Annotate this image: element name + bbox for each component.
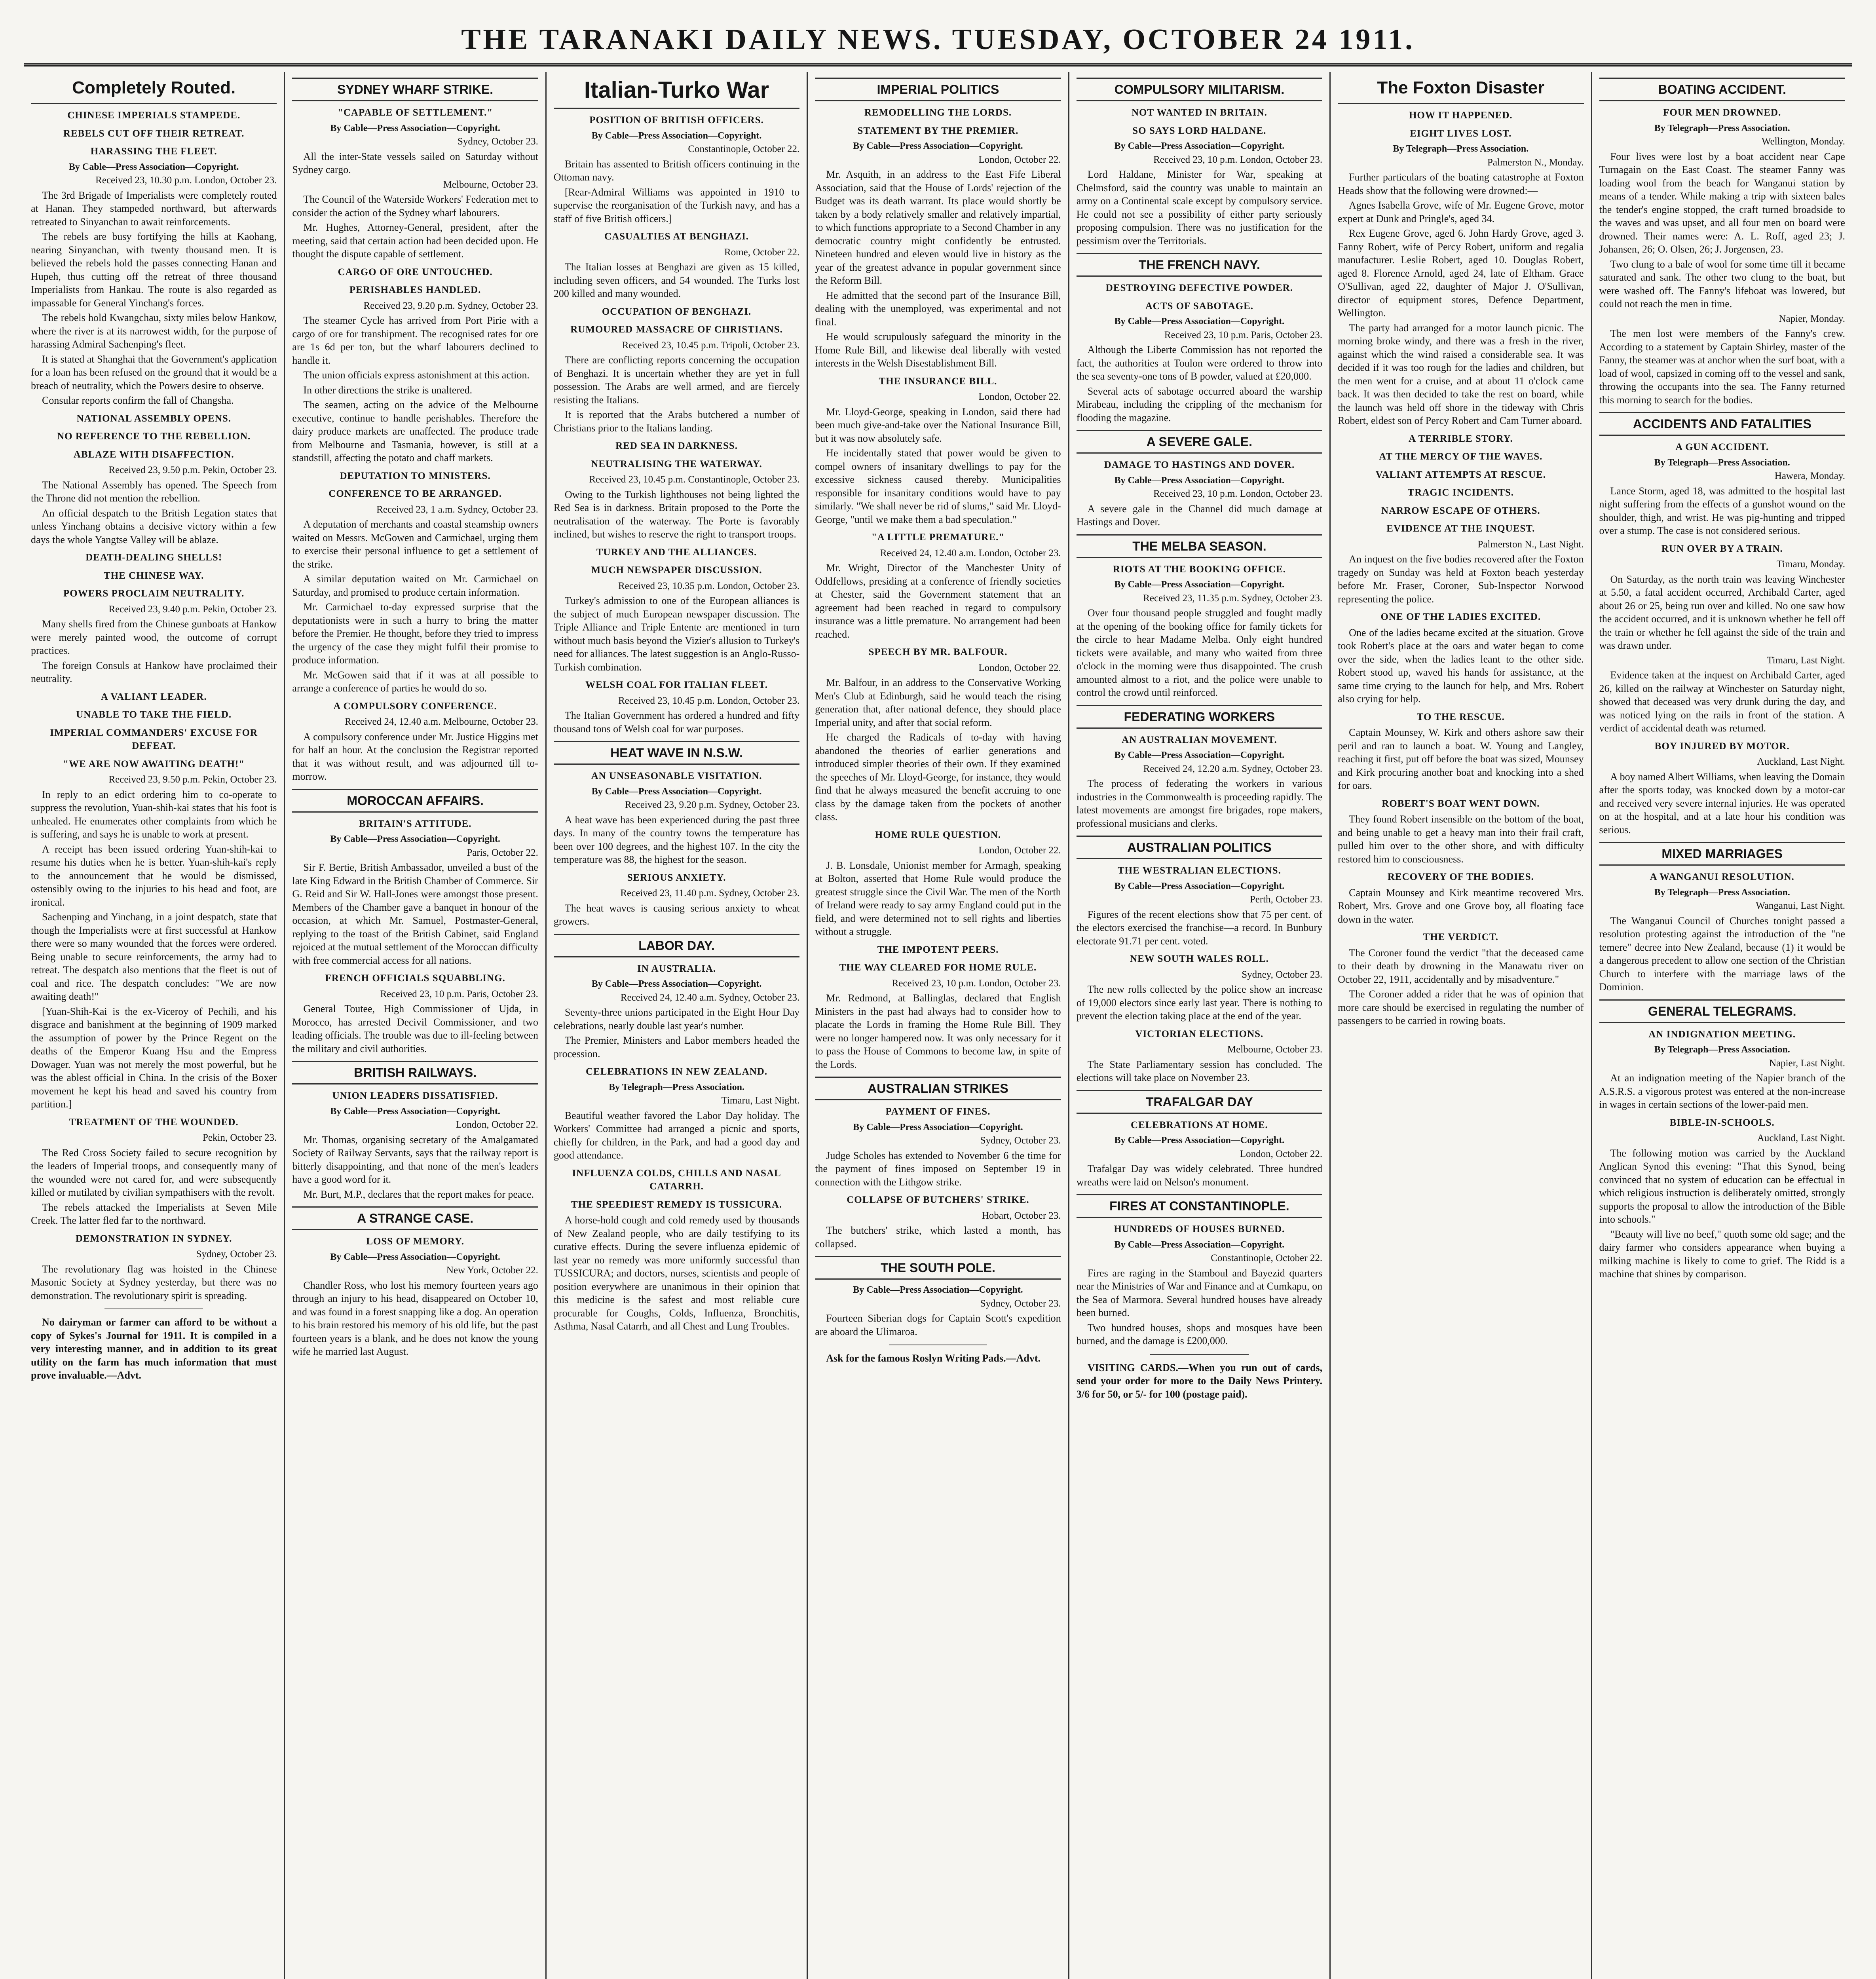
paragraph: A similar deputation waited on Mr. Carmichael on Saturday, and promised to produce certain information. xyxy=(292,573,538,598)
dateline: London, October 22. xyxy=(978,154,1061,165)
subheading: THE WAY CLEARED FOR HOME RULE. xyxy=(839,962,1037,973)
cable-credit: By Cable—Press Association—Copyright. xyxy=(330,1106,500,1117)
subheading: SERIOUS ANXIETY. xyxy=(627,872,726,883)
dateline: Paris, October 22. xyxy=(467,847,538,858)
cable-credit: By Telegraph—Press Association. xyxy=(1654,887,1790,898)
cable-credit: By Cable—Press Association—Copyright. xyxy=(330,1252,500,1262)
paragraph: Mr. Hughes, Attorney-General, president, after the meeting, said that certain action had been decided upon. He thought the dispute capable of settlement. xyxy=(292,222,538,260)
dateline: Rome, October 22. xyxy=(724,247,800,258)
paragraph: Sir F. Bertie, British Ambassador, unveiled a bust of the late King Edward in the British Chamber of Commerce. Sir G. Reid and Sir W. Hall-Jones were amongst those present. Members of the Chamber gave a banquet in honour of the occasion, at which Mr. Samuel, Postmaster-General, replying to the toast of the British Cabinet, said England rejoiced at the mutual settlement of the Moroccan difficulty with free commercial access for all nations. xyxy=(292,862,538,966)
section-heading: BRITISH RAILWAYS. xyxy=(292,1061,538,1084)
subheading: UNION LEADERS DISSATISFIED. xyxy=(332,1090,498,1101)
cable-credit: By Cable—Press Association—Copyright. xyxy=(1114,316,1285,327)
masthead: THE TARANAKI DAILY NEWS. TUESDAY, OCTOBER 24 1911. xyxy=(24,16,1852,66)
section-heading: ACCIDENTS AND FATALITIES xyxy=(1599,412,1845,436)
article-banner: The Foxton Disaster xyxy=(1338,76,1584,104)
paragraph: The rebels hold Kwangchau, sixty miles below Hankow, where the river is at its narrowest width, for the purpose of harassing Admiral Sachenping's fleet. xyxy=(31,312,277,350)
section-heading: HEAT WAVE IN N.S.W. xyxy=(554,741,799,765)
paragraph: It is reported that the Arabs butchered a number of Christians prior to the Italians landing. xyxy=(553,409,800,434)
paragraph: Lord Haldane, Minister for War, speaking at Chelmsford, said the country was unable to maintain an army on a Continental scale except by compulsory service. He could not see a possibility of either party seriously proposing compulsion. There was no justification for the pessimism over the Territorials. xyxy=(1076,169,1323,247)
advertisement: VISITING CARDS.—When you run out of cards, send your order for more to the Daily News Printery. 3/6 for 50, or 5/- for 100 (postage paid). xyxy=(1076,1362,1323,1400)
paragraph: Many shells fired from the Chinese gunboats at Hankow were merely painted wood, the outcome of corrupt practices. xyxy=(31,618,277,656)
dateline: Received 23, 11.40 p.m. Sydney, October 23. xyxy=(620,888,800,898)
column-7 xyxy=(1591,72,1852,1979)
subheading: ROBERT'S BOAT WENT DOWN. xyxy=(1382,798,1540,809)
cable-credit: By Telegraph—Press Association. xyxy=(1393,144,1529,154)
dateline: Hobart, October 23. xyxy=(982,1210,1061,1221)
advertisement: Ask for the famous Roslyn Writing Pads.—Advt. xyxy=(826,1352,1041,1364)
dateline: Napier, Monday. xyxy=(1779,313,1845,324)
subheading: BRITAIN'S ATTITUDE. xyxy=(359,818,472,829)
dateline: Received 23, 10 p.m. Paris, October 23. xyxy=(380,988,538,999)
paragraph: The Wanganui Council of Churches tonight passed a resolution protesting against the introduction of the "ne temere" decree into New Zealand, because (1) it would be a dangerous precedent to allow one section of the Christian Church to interfere with the marriage laws of the Dominion. xyxy=(1599,915,1845,993)
cable-credit: By Cable—Press Association—Copyright. xyxy=(853,1285,1023,1295)
subheading: AN UNSEASONABLE VISITATION. xyxy=(591,771,762,781)
cable-credit: By Cable—Press Association—Copyright. xyxy=(1114,881,1285,891)
subheading: CELEBRATIONS IN NEW ZEALAND. xyxy=(585,1066,768,1077)
paragraph: Britain has assented to British officers continuing in the Ottoman navy. xyxy=(553,158,800,183)
paragraph: Mr. Burt, M.P., declares that the report makes for peace. xyxy=(303,1188,534,1200)
paragraph: The following motion was carried by the Auckland Anglican Synod this evening: "That this Synod, being convinced that no system of education can be effectual in which religious instruction is deliberately omitted, strongly supports the proposal to allow the introduction of the Bible into schools." xyxy=(1599,1147,1845,1225)
paragraph: Chandler Ross, who lost his memory fourteen years ago through an injury to his head, disappeared on October 10, and was found in a forest snapping like a dog. An operation to his brain restored his memory of his old life, but the past fourteen years is a blank, and he does not know the young wife he married last August. xyxy=(292,1279,538,1357)
section-heading: IMPERIAL POLITICS xyxy=(815,78,1061,101)
dateline: Received 24, 12.20 a.m. Sydney, October 23. xyxy=(1143,763,1323,774)
subheading: TRAGIC INCIDENTS. xyxy=(1407,487,1514,498)
section-heading: AUSTRALIAN STRIKES xyxy=(815,1077,1061,1100)
subheading: NO REFERENCE TO THE REBELLION. xyxy=(57,431,251,442)
paragraph: Consular reports confirm the fall of Changsha. xyxy=(42,395,234,406)
dateline: Sydney, October 23. xyxy=(980,1298,1061,1309)
paragraph: Two hundred houses, shops and mosques have been burned, and the damage is £200,000. xyxy=(1076,1322,1323,1347)
paragraph: Beautiful weather favored the Labor Day holiday. The Workers' Committee had arranged a picnic and sports, chiefly for children, in the Park, and had a good day and good attendance. xyxy=(553,1109,800,1161)
paragraph: In reply to an edict ordering him to co-operate to suppress the revolution, Yuan-shih-kai states that his foot is unhealed. He enumerates other complaints from which he is suffering, and says he is unable to work at present. xyxy=(31,788,277,840)
dateline: Timaru, Last Night. xyxy=(1767,655,1845,666)
subheading: WELSH COAL FOR ITALIAN FLEET. xyxy=(585,680,768,690)
paragraph: The State Parliamentary session has concluded. The elections will take place on November 23. xyxy=(1076,1058,1323,1083)
subheading: DEPUTATION TO MINISTERS. xyxy=(340,470,491,481)
subheading: THE VERDICT. xyxy=(1423,932,1498,942)
cable-credit: By Telegraph—Press Association. xyxy=(1654,1045,1790,1055)
subheading: NATIONAL ASSEMBLY OPENS. xyxy=(76,413,231,424)
subheading: IN AUSTRALIA. xyxy=(637,963,716,974)
subheading: DEMONSTRATION IN SYDNEY. xyxy=(75,1233,232,1244)
dateline: Received 23, 10.30 p.m. London, October 23. xyxy=(95,175,277,186)
paragraph: At an indignation meeting of the Napier branch of the A.S.R.S. a vigorous protest was entered at the non-increase in wages in certain sections of the lower-paid men. xyxy=(1599,1072,1845,1110)
subheading: DESTROYING DEFECTIVE POWDER. xyxy=(1105,283,1293,293)
subheading: CELEBRATIONS AT HOME. xyxy=(1131,1119,1268,1130)
paragraph: Further particulars of the boating catastrophe at Foxton Heads show that the following were drowned:— xyxy=(1338,171,1584,196)
subheading: UNABLE TO TAKE THE FIELD. xyxy=(76,709,232,720)
paragraph: Judge Scholes has extended to November 6 the time for the payment of fines imposed on September 19 in connection with the Lithgow strike. xyxy=(815,1149,1061,1188)
paragraph: He would scrupulously safeguard the minority in the Home Rule Bill, and likewise deal liberally with vested interests in the Welsh Disestablishment Bill. xyxy=(815,331,1061,369)
section-heading: A STRANGE CASE. xyxy=(292,1206,538,1230)
dateline: London, October 22. xyxy=(1240,1148,1323,1159)
paragraph: Mr. McGowen said that if it was at all possible to arrange a conference of parties he would do so. xyxy=(292,669,538,694)
paragraph: "Beauty will live no beef," quoth some old sage; and the dairy farmer who considers appearance when buying a milking machine is likely to come to grief. The Ridd is a machine that shines by comparison. xyxy=(1599,1228,1845,1280)
article-banner: Completely Routed. xyxy=(31,76,277,104)
subheading: ONE OF THE LADIES EXCITED. xyxy=(1380,612,1541,622)
subheading: "CAPABLE OF SETTLEMENT." xyxy=(337,107,493,118)
subheading: BOY INJURED BY MOTOR. xyxy=(1654,741,1790,752)
subheading: VALIANT ATTEMPTS AT RESCUE. xyxy=(1375,469,1546,480)
dateline: Received 23, 10 p.m. Paris, October 23. xyxy=(1164,329,1323,340)
subheading: POWERS PROCLAIM NEUTRALITY. xyxy=(63,588,245,599)
paragraph: Figures of the recent elections show that 75 per cent. of the electors exercised the franchise—a record. In Bunbury electorate 91.71 per cent. voted. xyxy=(1076,908,1323,947)
section-heading: LABOR DAY. xyxy=(554,934,799,957)
subheading: NEUTRALISING THE WATERWAY. xyxy=(591,458,762,469)
subheading: DAMAGE TO HASTINGS AND DOVER. xyxy=(1104,460,1295,470)
cable-credit: By Telegraph—Press Association. xyxy=(1654,457,1790,468)
columns xyxy=(24,72,1852,1979)
paragraph: Agnes Isabella Grove, wife of Mr. Eugene Grove, motor expert at Dunk and Pringle's, aged 34. xyxy=(1338,199,1584,224)
subheading: EVIDENCE AT THE INQUEST. xyxy=(1386,523,1535,534)
paragraph: Owing to the Turkish lighthouses not being lighted the Red Sea is in darkness. Britain proposed to the Porte the neutralisation of the waterway. The Porte is favorably inclined, but wishes to reserve the right to transport troops. xyxy=(553,488,800,540)
paragraph: Mr. Lloyd-George, speaking in London, said there had been much give-and-take over the National Insurance Bill, but it was now absolutely safe. xyxy=(815,406,1061,444)
dateline: Hawera, Monday. xyxy=(1774,471,1845,481)
subheading: BIBLE-IN-SCHOOLS. xyxy=(1669,1117,1775,1128)
paragraph: A horse-hold cough and cold remedy used by thousands of New Zealand people, who are daily testifying to its curative effects. During the severe influenza epidemic of last year no remedy was more uniformly successful than TUSSICURA; and doctors, nurses, scientists and people of position everywhere are unanimous in their opinion that this medicine is the safest and most reliable cure procurable for Coughs, Colds, Influenza, Bronchitis, Asthma, Nasal Catarrh, and all Chest and Lung Troubles. xyxy=(553,1214,800,1332)
dateline: Received 23, 10.45 p.m. Constantinople, October 23. xyxy=(589,474,800,485)
dateline: Palmerston N., Last Night. xyxy=(1477,539,1584,550)
dateline: Received 23, 10.45 p.m. London, October 23. xyxy=(618,695,800,706)
paragraph: Sachenping and Yinchang, in a joint despatch, state that though the Imperialists were at first successful at Hankow there were so many wounded that the forces were ordered. Being unable to secure reinforcements, the army had to retreat. The despatch also mentions that the fleet is out of coal and rice. The despatch concludes: "We are now awaiting death!" xyxy=(31,911,277,1002)
paragraph: The rebels are busy fortifying the hills at Kaohang, nearing Sinyanchan, with twenty thousand men. It is believed the rebels hold the passes connecting Hanan and Hupeh, thus cutting off the retreat of three thousand Imperialists from Hankau. The route is also regarded as impassable for General Yinchang's forces. xyxy=(31,231,277,309)
subheading: ACTS OF SABOTAGE. xyxy=(1145,300,1254,311)
subheading: CASUALTIES AT BENGHAZI. xyxy=(604,231,749,242)
cable-credit: By Cable—Press Association—Copyright. xyxy=(330,123,500,133)
subheading: A WANGANUI RESOLUTION. xyxy=(1650,872,1794,882)
subheading: LOSS OF MEMORY. xyxy=(366,1236,464,1247)
paragraph: Seventy-three unions participated in the Eight Hour Day celebrations, nearly double last year's number. xyxy=(553,1007,800,1031)
paragraph: Trafalgar Day was widely celebrated. Three hundred wreaths were laid on Nelson's monument. xyxy=(1076,1163,1323,1188)
dateline: Melbourne, October 23. xyxy=(443,179,538,190)
paragraph: The revolutionary flag was hoisted in the Chinese Masonic Society at Sydney yesterday, but there was no demonstration. The revolutionary spirit is spreading. xyxy=(31,1263,277,1301)
subheading: "A LITTLE PREMATURE." xyxy=(871,532,1005,543)
dateline: Napier, Last Night. xyxy=(1769,1058,1845,1069)
subheading: RED SEA IN DARKNESS. xyxy=(615,441,738,451)
paragraph: It is stated at Shanghai that the Government's application for a loan has been refused on the ground that it would be a breach of neutrality, which the Powers desire to observe. xyxy=(31,353,277,391)
paragraph: [Rear-Admiral Williams was appointed in 1910 to supervise the reorganisation of the Turkish navy, and has a staff of five British officers.] xyxy=(553,186,800,224)
subheading: REBELS CUT OFF THEIR RETREAT. xyxy=(63,128,245,139)
subheading: PERISHABLES HANDLED. xyxy=(349,285,481,295)
paragraph: The Italian Government has ordered a hundred and fifty thousand tons of Welsh coal for war purposes. xyxy=(553,710,800,735)
dateline: Pekin, October 23. xyxy=(202,1132,277,1143)
paragraph: The heat waves is causing serious anxiety to wheat growers. xyxy=(553,902,800,927)
subheading: SO SAYS LORD HALDANE. xyxy=(1132,125,1266,136)
subheading: A GUN ACCIDENT. xyxy=(1675,442,1769,452)
paragraph: Rex Eugene Grove, aged 6. John Hardy Grove, aged 3. Fanny Robert, wife of Percy Robert, uniform and regalia manufacturer. Leslie Robert, aged 10. Douglas Robert, aged 8. Florence Arnold, aged 24, late of Eltham. Grace O'Sullivan, aged 22, daughter of Major J. O'Sullivan, director of equipment stores, Defence Department, Wellington. xyxy=(1338,228,1584,319)
paragraph: The new rolls collected by the police show an increase of 19,000 electors since early last year. There is nothing to prevent the election taking place at the end of the year. xyxy=(1076,984,1323,1022)
cable-credit: By Cable—Press Association—Copyright. xyxy=(853,1122,1023,1132)
subheading: TREATMENT OF THE WOUNDED. xyxy=(69,1117,239,1128)
subheading: AN AUSTRALIAN MOVEMENT. xyxy=(1122,734,1277,745)
subheading: THE SPEEDIEST REMEDY IS TUSSICURA. xyxy=(571,1199,782,1210)
subheading: A VALIANT LEADER. xyxy=(101,691,207,702)
subheading: VICTORIAN ELECTIONS. xyxy=(1135,1028,1264,1039)
dateline: Auckland, Last Night. xyxy=(1757,1133,1845,1143)
cable-credit: By Cable—Press Association—Copyright. xyxy=(1114,750,1285,760)
paragraph: Mr. Wright, Director of the Manchester Unity of Oddfellows, presiding at a conference of friendly societies at Chester, said the Government statement that an agreement had been reached in regard to compulsory insurance was a little premature. No arrangement had been reached. xyxy=(815,562,1061,640)
dateline: Melbourne, October 23. xyxy=(1227,1044,1323,1055)
paragraph: The Premier, Ministers and Labor members headed the procession. xyxy=(553,1035,800,1060)
paragraph: The Coroner added a rider that he was of opinion that more care should be exercised in regulating the number of passengers to be carried in rowing boats. xyxy=(1338,988,1584,1026)
paragraph: Mr. Carmichael to-day expressed surprise that the deputationists were in such a hurry to bring the matter before the Premier. He thought, before they tried to impress the urgency of the case they might fulfil their promise to produce information. xyxy=(292,601,538,666)
section-heading: MOROCCAN AFFAIRS. xyxy=(292,789,538,813)
paragraph: The steamer Cycle has arrived from Port Pirie with a cargo of ore for transhipment. The recognised rates for ore are 1s 6d per ton, but the wharf labourers declined to handle it. xyxy=(292,315,538,366)
paragraph: General Toutee, High Commissioner of Ujda, in Morocco, has arrested Decivil Commissioner, and two leading officials. The trouble was due to ill-feeling between the military and civil authorities. xyxy=(292,1003,538,1054)
dateline: Sydney, October 23. xyxy=(196,1249,277,1259)
subheading: CARGO OF ORE UNTOUCHED. xyxy=(338,266,493,277)
dateline: Sydney, October 23. xyxy=(980,1135,1061,1146)
subheading: IMPERIAL COMMANDERS' EXCUSE FOR DEFEAT. xyxy=(50,727,258,751)
section-heading: BOATING ACCIDENT. xyxy=(1599,78,1845,101)
paragraph: A receipt has been issued ordering Yuan-shih-kai to resume his duties when he is better. Yuan-shih-kai's reply to the announcement that he would be dismissed, ostensibly owing to the injuries to his head and foot, are ironical. xyxy=(31,843,277,908)
paragraph: The butchers' strike, which lasted a month, has collapsed. xyxy=(815,1225,1061,1250)
paragraph: Lance Storm, aged 18, was admitted to the hospital last night suffering from the effects of a gunshot wound on the shoulder, thigh, and wrist. He was pig-hunting and tripped over a stump. The case is not considered serious. xyxy=(1599,485,1845,536)
dateline: Received 23, 10 p.m. London, October 23. xyxy=(1153,154,1323,165)
paragraph: The Red Cross Society failed to secure recognition by the leaders of Imperial troops, and consequently many of the wounded were not cared for, and were subsequently killed or mutilated by civilian sympathisers with the revolt. xyxy=(31,1147,277,1198)
dateline: Received 23, 9.50 p.m. Pekin, October 23. xyxy=(108,774,277,785)
subheading: FRENCH OFFICIALS SQUABBLING. xyxy=(325,973,505,984)
subheading: COLLAPSE OF BUTCHERS' STRIKE. xyxy=(847,1195,1029,1205)
paragraph: On Saturday, as the north train was leaving Winchester at 5.50, a fatal accident occurred, Archibald Carter, aged about 26 or 25, being run over and killed. No one saw how the accident occurred, and it is unknown whether he fell off the train or whether he fell against the side of the train and was drawn under. xyxy=(1599,573,1845,651)
article-banner: Italian-Turko War xyxy=(554,76,799,109)
paragraph: The Italian losses at Benghazi are given as 15 killed, including seven officers, and 54 wounded. The Turks lost 200 killed and many wounded. xyxy=(553,261,800,299)
subheading: TURKEY AND THE ALLIANCES. xyxy=(596,547,757,558)
column-6 xyxy=(1329,72,1591,1979)
section-heading: TRAFALGAR DAY xyxy=(1077,1090,1322,1114)
paragraph: One of the ladies became excited at the situation. Grove took Robert's place at the oars and water began to come over the side, when the ladies leant to the other side. Robert stood up, waved his hands for assistance, at the same time crying to the launch for help, and Mrs. Robert also crying for help. xyxy=(1338,627,1584,705)
dateline: London, October 22. xyxy=(978,845,1061,856)
cable-credit: By Cable—Press Association—Copyright. xyxy=(68,161,239,172)
subheading: THE IMPOTENT PEERS. xyxy=(877,944,999,955)
paragraph: All the inter-State vessels sailed on Saturday without Sydney cargo. xyxy=(292,150,538,175)
section-heading: THE MELBA SEASON. xyxy=(1077,534,1322,558)
section-heading: MIXED MARRIAGES xyxy=(1599,842,1845,866)
paragraph: He incidentally stated that power would be given to compel owners of insanitary dwellings to pay for the excessive sickness caused thereby. Municipalities responsible for insanitary conditions would have to pay similarly. "We shall never be rid of slums," said Mr. Lloyd-George, "until we make them a bad speculation." xyxy=(815,447,1061,525)
subheading: REMODELLING THE LORDS. xyxy=(864,107,1012,118)
dateline: Received 23, 9.50 p.m. Pekin, October 23. xyxy=(108,465,277,475)
subheading: RUMOURED MASSACRE OF CHRISTIANS. xyxy=(570,324,783,335)
dateline: Palmerston N., Monday. xyxy=(1487,157,1584,168)
cable-credit: By Cable—Press Association—Copyright. xyxy=(591,786,762,797)
paragraph: The National Assembly has opened. The Speech from the Throne did not mention the rebellion. xyxy=(31,479,277,504)
subheading: PAYMENT OF FINES. xyxy=(885,1106,991,1117)
subheading: RECOVERY OF THE BODIES. xyxy=(1387,872,1534,882)
column-2 xyxy=(284,72,545,1979)
subheading: HOW IT HAPPENED. xyxy=(1409,110,1513,121)
paragraph: Mr. Thomas, organising secretary of the Amalgamated Society of Railway Servants, says that the railway report is bitterly disappointing, and that none of the men's leaders have a good word for it. xyxy=(292,1134,538,1185)
dateline: Received 23, 10 p.m. London, October 23. xyxy=(1153,488,1323,499)
subheading: STATEMENT BY THE PREMIER. xyxy=(857,125,1019,136)
paragraph: A deputation of merchants and coastal steamship owners waited on Messrs. McGowen and Carmichael, urging them to exercise their personal influence to get a settlement of the strike. xyxy=(292,518,538,570)
paragraph: They found Robert insensible on the bottom of the boat, and being unable to get a heavy man into their frail craft, pulled him over to the other shore, and with difficulty restored him to consciousness. xyxy=(1338,813,1584,865)
dateline: Wanganui, Last Night. xyxy=(1756,900,1845,911)
subheading: AN INDIGNATION MEETING. xyxy=(1648,1029,1796,1040)
paragraph: [Yuan-Shih-Kai is the ex-Viceroy of Pechili, and his disgrace and banishment at the beginning of 1909 marked the assumption of power by the Prince Regent on the deaths of the Emperor Kuang Hsu and the Empress Dowager. Yuan was not merely the most powerful, but he was the ablest official in China. In the crisis of the Boxer movement he kept his head and saved his country from partition.] xyxy=(31,1005,277,1110)
cable-credit: By Cable—Press Association—Copyright. xyxy=(1114,579,1285,590)
dateline: London, October 22. xyxy=(456,1119,538,1130)
dateline: Received 23, 11.35 p.m. Sydney, October 23. xyxy=(1143,593,1323,604)
subheading: RUN OVER BY A TRAIN. xyxy=(1661,543,1783,554)
cable-credit: By Cable—Press Association—Copyright. xyxy=(1114,1135,1285,1145)
subheading: HARASSING THE FLEET. xyxy=(90,146,217,157)
subheading: TO THE RESCUE. xyxy=(1416,711,1505,722)
dateline: Received 23, 10.45 p.m. Tripoli, October 23. xyxy=(622,340,800,351)
subheading: A COMPULSORY CONFERENCE. xyxy=(333,701,497,712)
subheading: THE CHINESE WAY. xyxy=(104,570,204,581)
paragraph: The party had arranged for a motor launch picnic. The morning broke windy, and there was a fresh in the river, against which the wind raised a considerable sea. It was decided if it was too rough for the ladies and children, but the men went for a cruise, and at about 11 o'clock came back. It was then decided to take the rest on board, while the launch was held off shore in the tideway with Chris Robert, eldest son of Percy Robert and Cam Turner aboard. xyxy=(1338,322,1584,426)
subheading: OCCUPATION OF BENGHAZI. xyxy=(602,306,752,317)
paragraph: The Council of the Waterside Workers' Federation met to consider the action of the Sydney wharf labourers. xyxy=(292,194,538,218)
subheading: POSITION OF BRITISH OFFICERS. xyxy=(589,115,764,125)
paragraph: Two clung to a bale of wool for some time till it became saturated and sank. The other two clung to the boat, but were washed off. The Fanny's lifeboat was lowered, but could not reach the men in time. xyxy=(1599,258,1845,310)
cable-credit: By Cable—Press Association—Copyright. xyxy=(1114,475,1285,486)
section-heading: THE SOUTH POLE. xyxy=(815,1256,1061,1280)
subheading: NARROW ESCAPE OF OTHERS. xyxy=(1381,505,1540,516)
column-5 xyxy=(1068,72,1329,1979)
paragraph: Evidence taken at the inquest on Archibald Carter, aged 26, killed on the railway at Winchester on Saturday night, showed that deceased was very drunk during the day, and was noticed lying on the rails in front of the station. A verdict of accidental death was returned. xyxy=(1599,669,1845,734)
cable-credit: By Cable—Press Association—Copyright. xyxy=(330,834,500,844)
section-heading: COMPULSORY MILITARISM. xyxy=(1077,78,1322,101)
paragraph: Although the Liberte Commission has not reported the fact, the authorities at Toulon were ordered to throw into the sea seventy-one tons of B powder, valued at £20,000. xyxy=(1076,344,1323,382)
subheading: "WE ARE NOW AWAITING DEATH!" xyxy=(63,758,245,769)
advertisement: No dairyman or farmer can afford to be without a copy of Sykes's Journal for 1911. It is compiled in a very interesting manner, and in addition to its great utility on the farm has much information that must prove invaluable.—Advt. xyxy=(31,1316,277,1381)
dateline: Received 23, 10.35 p.m. London, October 23. xyxy=(618,580,800,591)
cable-credit: By Cable—Press Association—Copyright. xyxy=(591,979,762,989)
paragraph: The process of federating the workers in various industries in the Commonwealth is proceeding rapidly. The latest movements are amongst fire brigades, rope makers, professional musicians and clerks. xyxy=(1076,778,1323,829)
subheading: CHINESE IMPERIALS STAMPEDE. xyxy=(67,110,241,121)
column-rule xyxy=(1150,1354,1249,1355)
subheading: RIOTS AT THE BOOKING OFFICE. xyxy=(1113,564,1286,575)
paragraph: A heat wave has been experienced during the past three days. In many of the country towns the temperature has been over 100 degrees, and the highest 107. In the city the temperature was 88, the highest for the season. xyxy=(553,814,800,865)
subheading: THE WESTRALIAN ELECTIONS. xyxy=(1117,865,1281,876)
section-heading: A SEVERE GALE. xyxy=(1077,430,1322,454)
subheading: THE INSURANCE BILL. xyxy=(879,376,997,387)
paragraph: Over four thousand people struggled and fought madly at the opening of the booking office for family tickets for the circle to hear Madame Melba. Only eight hundred tickets were available, and many who waited from three o'clock in the morning were thus disappointed. The crush amounted almost to a riot, and the police were unable to control the crowd until reinforced. xyxy=(1076,607,1323,698)
paragraph: A compulsory conference under Mr. Justice Higgins met for half an hour. At the conclusion the Registrar reported that it was without result, and was adjourned till to-morrow. xyxy=(292,731,538,782)
paragraph: An official despatch to the British Legation states that unless Yinchang obtains a decisive victory within a few days the whole Yangtse Valley will be ablaze. xyxy=(31,507,277,545)
paragraph: There are conflicting reports concerning the occupation of Benghazi. It is uncertain whether they are yet in full possession. The Arabs are well armed, and are fiercely resisting the Italians. xyxy=(553,354,800,406)
subheading: EIGHT LIVES LOST. xyxy=(1410,128,1512,139)
subheading: NEW SOUTH WALES ROLL. xyxy=(1130,953,1269,964)
dateline: Received 24, 12.40 a.m. Melbourne, October 23. xyxy=(345,716,538,727)
dateline: London, October 22. xyxy=(978,391,1061,402)
dateline: Received 23, 9.20 p.m. Sydney, October 23. xyxy=(625,800,800,810)
subheading: ABLAZE WITH DISAFFECTION. xyxy=(73,449,234,460)
paragraph: The Coroner found the verdict "that the deceased came to their death by drowning in the Manawatu river on October 22, 1911, accidentally and by misadventure." xyxy=(1338,947,1584,985)
dateline: Received 23, 9.20 p.m. Sydney, October 23. xyxy=(363,300,538,311)
paragraph: He admitted that the second part of the Insurance Bill, dealing with the unemployed, was experimental and not final. xyxy=(815,289,1061,328)
subheading: AT THE MERCY OF THE WAVES. xyxy=(1379,451,1543,462)
paragraph: He charged the Radicals of to-day with having abandoned the theories of earlier generations and introduced simpler theories of their own. If they examined the speeches of Mr. Lloyd-George, for instance, they would find that he always measured the benefit accruing to one class by the damage taken from the pockets of another class. xyxy=(815,731,1061,822)
column-4 xyxy=(807,72,1068,1979)
paragraph: Turkey's admission to one of the European alliances is the subject of much European newspaper discussion. The Triple Alliance and Triple Entente are mentioned in turn without much basis beyond the Vizier's allusion to Turkey's need for alliances. The latest suggestion is an Anglo-Russo-Turkish combination. xyxy=(553,595,800,673)
cable-credit: By Telegraph—Press Association. xyxy=(1654,123,1790,133)
dateline: Wellington, Monday. xyxy=(1762,136,1845,147)
subheading: FOUR MEN DROWNED. xyxy=(1663,107,1781,118)
dateline: Auckland, Last Night. xyxy=(1757,756,1845,767)
paragraph: In other directions the strike is unaltered. xyxy=(303,384,473,396)
paragraph: Fourteen Siberian dogs for Captain Scott's expedition are aboard the Ulimaroa. xyxy=(815,1312,1061,1337)
paragraph: The rebels attacked the Imperialists at Seven Mile Creek. The latter fled far to the northward. xyxy=(31,1201,277,1226)
paragraph: Fires are raging in the Stamboul and Bayezid quarters near the Ministries of War and Finance and at Cumkapu, on the Sea of Marmora. Several hundred houses have already been burned. xyxy=(1076,1267,1323,1318)
section-heading: AUSTRALIAN POLITICS xyxy=(1077,836,1322,859)
subheading: CONFERENCE TO BE ARRANGED. xyxy=(328,488,502,499)
cable-credit: By Cable—Press Association—Copyright. xyxy=(1114,1239,1285,1250)
paragraph: The union officials express astonishment at this action. xyxy=(303,369,530,381)
subheading: INFLUENZA COLDS, CHILLS AND NASAL CATARRH. xyxy=(572,1168,781,1192)
paragraph: Captain Mounsey, W. Kirk and others ashore saw their peril and ran to launch a boat. W. Young and Langley, reaching it first, put off before the boat was sized, Mounsey and Kirk procuring another boat and knocking into a shed for oars. xyxy=(1338,727,1584,791)
paragraph: The foreign Consuls at Hankow have proclaimed their neutrality. xyxy=(31,659,277,684)
cable-credit: By Telegraph—Press Association. xyxy=(609,1082,745,1092)
cable-credit: By Cable—Press Association—Copyright. xyxy=(853,141,1023,151)
paragraph: Mr. Redmond, at Ballinglas, declared that English Ministers in the past had always had to consider how to placate the Lords in framing the Home Rule Bill. They were no longer hampered now. It was only necessary for it to pass the House of Commons to become law, in spite of the Lords. xyxy=(815,992,1061,1070)
paragraph: Four lives were lost by a boat accident near Cape Turnagain on the East Coast. The steamer Fanny was loading wool from the beach for Wanganui station by means of a tender. While making a trip with sixteen bales the tender's engine stopped, the craft turned broadside to the waves and was upset, and all four men on board were drowned. Their names were: A. L. Roff, aged 23; J. Johansen, 26; O. Olsen, 26; J. Jorgensen, 23. xyxy=(1599,150,1845,255)
column-1 xyxy=(24,72,284,1979)
dateline: Timaru, Monday. xyxy=(1776,559,1845,570)
paragraph: A severe gale in the Channel did much damage at Hastings and Dover. xyxy=(1076,503,1323,528)
section-heading: THE FRENCH NAVY. xyxy=(1077,253,1322,277)
subheading: DEATH-DEALING SHELLS! xyxy=(85,552,222,563)
cable-credit: By Cable—Press Association—Copyright. xyxy=(591,130,762,141)
paragraph: A boy named Albert Williams, when leaving the Domain after the sports today, was knocked down by a motor-car and received very severe internal injuries. He was operated on at the hospital, and at a late hour his condition was serious. xyxy=(1599,771,1845,836)
dateline: Received 23, 9.40 p.m. Pekin, October 23. xyxy=(108,604,277,615)
subheading: SPEECH BY MR. BALFOUR. xyxy=(868,647,1008,657)
section-heading: FIRES AT CONSTANTINOPLE. xyxy=(1077,1194,1322,1218)
subheading: NOT WANTED IN BRITAIN. xyxy=(1131,107,1267,118)
dateline: Received 23, 10 p.m. London, October 23. xyxy=(892,978,1061,989)
dateline: New York, October 22. xyxy=(446,1265,538,1276)
subheading: HOME RULE QUESTION. xyxy=(875,829,1001,840)
section-heading: FEDERATING WORKERS xyxy=(1077,705,1322,729)
cable-credit: By Cable—Press Association—Copyright. xyxy=(1114,141,1285,151)
dateline: London, October 22. xyxy=(978,662,1061,673)
paragraph: J. B. Lonsdale, Unionist member for Armagh, speaking at Bolton, asserted that Home Rule would produce the greatest struggle since the Civil War. The men of the North of Ireland were ready to say army England could put in the field, and were determined not to sell rights and liberties without a struggle. xyxy=(815,859,1061,937)
dateline: Received 24, 12.40 a.m. London, October 23. xyxy=(880,547,1061,558)
dateline: Constantinople, October 22. xyxy=(688,144,800,154)
paragraph: Mr. Asquith, in an address to the East Fife Liberal Association, said that the House of Lords' rejection of the Budget was its death warrant. Its place would shortly be taken by a body relatively smaller and relatively impartial, to which functions appropriate to a Second Chamber in any democratic country might confidently be entrusted. Nineteen hundred and eleven would live in history as the year of the greatest advance in popular government since the Reform Bill. xyxy=(815,169,1061,286)
dateline: Constantinople, October 22. xyxy=(1211,1253,1323,1263)
column-3 xyxy=(545,72,807,1979)
paragraph: Captain Mounsey and Kirk meantime recovered Mrs. Robert, Mrs. Grove and one Grove boy, all floating face down in the water. xyxy=(1338,887,1584,925)
subheading: MUCH NEWSPAPER DISCUSSION. xyxy=(591,565,762,575)
dateline: Received 24, 12.40 a.m. Sydney, October 23. xyxy=(620,992,800,1003)
paragraph: Several acts of sabotage occurred aboard the warship Mirabeau, including the crippling of the mechanism for flooding the magazine. xyxy=(1076,385,1323,424)
dateline: Perth, October 23. xyxy=(1249,894,1323,905)
subheading: A TERRIBLE STORY. xyxy=(1408,433,1513,444)
paragraph: Mr. Balfour, in an address to the Conservative Working Men's Club at Edinburgh, said he would teach the rising generation that, after national defence, they should place Imperial unity, and after that social reform. xyxy=(815,677,1061,728)
section-heading: SYDNEY WHARF STRIKE. xyxy=(292,78,538,101)
paragraph: The 3rd Brigade of Imperialists were completely routed at Hanan. They stampeded northward, but afterwards retreated to Sinyanchan to await reinforcements. xyxy=(31,189,277,228)
paragraph: An inquest on the five bodies recovered after the Foxton tragedy on Sunday was held at Foxton beach yesterday before Mr. Fraser, Coroner, Sub-Inspector Norwood representing the police. xyxy=(1338,553,1584,605)
section-heading: GENERAL TELEGRAMS. xyxy=(1599,999,1845,1023)
paragraph: The men lost were members of the Fanny's crew. According to a statement by Captain Shirley, master of the Fanny, the steamer was at anchor when the surf boat, with a load of wool, capsized in coming off to the vessel and sank, throwing the occupants into the sea. The Fanny returned this morning to search for the bodies. xyxy=(1599,328,1845,406)
dateline: Timaru, Last Night. xyxy=(721,1095,800,1106)
dateline: Received 23, 1 a.m. Sydney, October 23. xyxy=(376,504,538,515)
dateline: Sydney, October 23. xyxy=(457,136,538,147)
subheading: HUNDREDS OF HOUSES BURNED. xyxy=(1114,1224,1285,1235)
paragraph: The seamen, acting on the advice of the Melbourne executive, continue to handle perishables. Therefore the dairy produce markets are unaffected. The produce trade from Melbourne and Tasmania, however, is still at a standstill, affecting the potato and chaff markets. xyxy=(292,399,538,463)
dateline: Sydney, October 23. xyxy=(1242,969,1323,980)
